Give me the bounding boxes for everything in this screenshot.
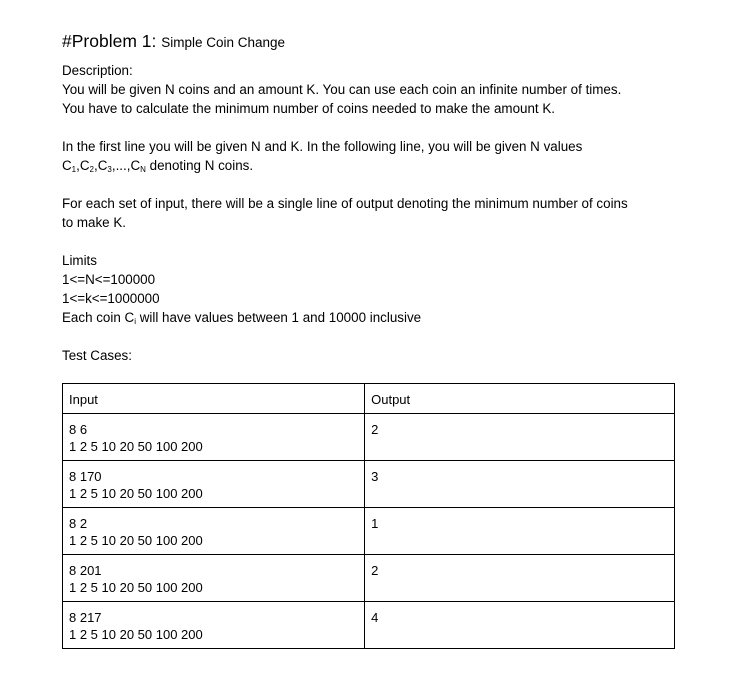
problem-title: [62, 30, 682, 54]
limits-label: Limits: [62, 253, 97, 268]
description-line-1: You will be given N coins and an amount K. You can use each coin an infinite number of times.: [62, 82, 622, 97]
input-cell: 8 201 1 2 5 10 20 50 100 200: [63, 555, 365, 602]
table-header-row: [63, 384, 675, 414]
limit-k: 1<=k<=1000000: [62, 291, 160, 306]
limit-coin-values: Each coin $C_i$ will have values between 1 and 10000 inclusive: [62, 310, 422, 326]
header-output: Output: [365, 384, 675, 414]
input-format-line-2: $C_1,C_2,C_3,...,C_N$ denoting N coins.: [62, 158, 254, 174]
description-label: Description:: [62, 63, 133, 78]
header-input: Input: [63, 384, 365, 414]
table-row: [63, 414, 675, 461]
test-cases-table: [62, 383, 675, 649]
input-format-line-1: In the first line you will be given N and K. In the following line, you will be given N values: [62, 139, 583, 154]
table-row: [63, 508, 675, 555]
input-cell: 8 217 1 2 5 10 20 50 100 200: [63, 602, 365, 649]
table-row: [63, 461, 675, 508]
problem-document: [62, 30, 682, 365]
problem-title-sub: Simple Coin Change: [161, 35, 286, 50]
limit-n: 1<=N<=100000: [62, 272, 156, 287]
input-cell: 8 170 1 2 5 10 20 50 100 200: [63, 461, 365, 508]
output-cell: 4: [365, 602, 675, 649]
description-line-2: You have to calculate the minimum number of coins needed to make the amount K.: [62, 101, 556, 116]
problem-title-main: #Problem 1:: [62, 31, 162, 51]
output-cell: 3: [365, 461, 675, 508]
input-cell: 8 6 1 2 5 10 20 50 100 200: [63, 414, 365, 461]
table-row: [63, 555, 675, 602]
output-cell: 1: [365, 508, 675, 555]
input-cell: 8 2 1 2 5 10 20 50 100 200: [63, 508, 365, 555]
table-row: [63, 602, 675, 649]
output-cell: 2: [365, 414, 675, 461]
output-format-line-2: to make K.: [62, 215, 127, 230]
output-format-line-1: For each set of input, there will be a single line of output denoting the minimum number of coins: [62, 196, 628, 211]
output-cell: 2: [365, 555, 675, 602]
test-cases-label: Test Cases:: [62, 348, 132, 363]
